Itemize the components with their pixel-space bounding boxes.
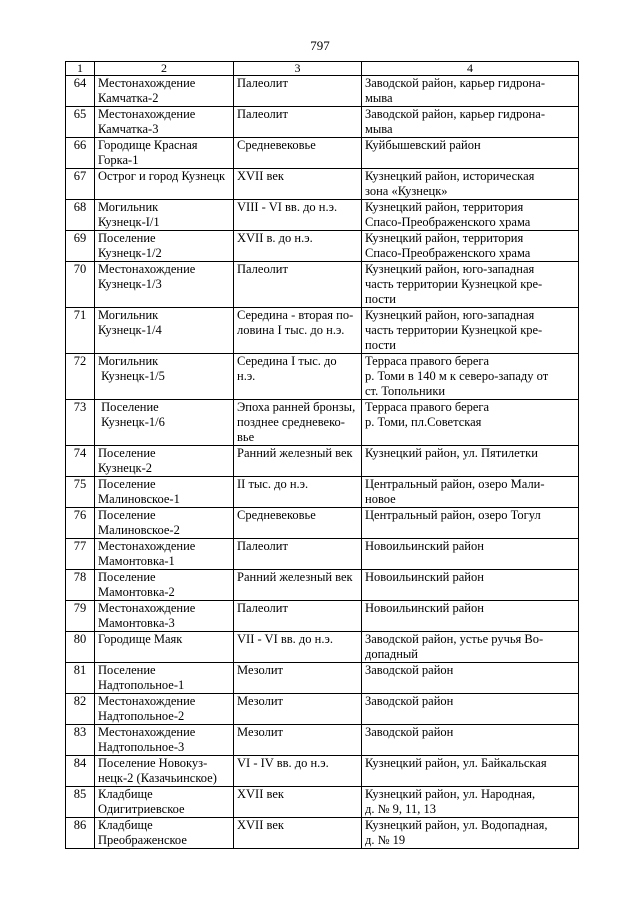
site-name-cell: [95, 756, 234, 787]
table-row: [66, 200, 579, 231]
period-cell: [234, 138, 362, 169]
row-number-cell: 84: [66, 756, 95, 787]
location-line: Терраса правого берега: [365, 354, 490, 368]
site-name-cell: [95, 169, 234, 200]
table-row: [66, 508, 579, 539]
location-line: Центральный район, озеро Мали-: [365, 477, 545, 491]
row-number-cell: 80: [66, 632, 95, 663]
period-cell: [234, 477, 362, 508]
period-line: Эпоха ранней бронзы,: [237, 400, 356, 414]
site-name-cell: [95, 663, 234, 694]
table-row: [66, 632, 579, 663]
location-line: Заводской район: [365, 694, 454, 708]
location-cell: [362, 818, 579, 849]
site-name-cell: [95, 107, 234, 138]
site-name-cell: [95, 262, 234, 308]
location-cell: [362, 539, 579, 570]
row-number-cell: 68: [66, 200, 95, 231]
location-line: Кузнецкий район, ул. Пятилетки: [365, 446, 538, 460]
period-cell: [234, 107, 362, 138]
location-cell: [362, 725, 579, 756]
row-number-cell: 74: [66, 446, 95, 477]
site-name-line: Местонахождение: [98, 76, 196, 90]
site-name-line: Поселение: [98, 570, 156, 584]
period-cell: [234, 200, 362, 231]
period-line: Палеолит: [237, 107, 288, 121]
period-line: XVII в. до н.э.: [237, 231, 313, 245]
period-line: Средневековье: [237, 508, 316, 522]
location-line: Терраса правого берега: [365, 400, 490, 414]
site-name-cell: [95, 308, 234, 354]
location-cell: [362, 508, 579, 539]
location-line: Заводской район: [365, 663, 454, 677]
site-name-line: Камчатка-2: [98, 91, 159, 105]
site-name-cell: [95, 539, 234, 570]
location-line: Заводской район, устье ручья Во-: [365, 632, 544, 646]
period-line: Мезолит: [237, 725, 283, 739]
period-cell: [234, 818, 362, 849]
row-number-cell: 81: [66, 663, 95, 694]
location-cell: [362, 570, 579, 601]
site-name-line: Мамонтовка-1: [98, 554, 175, 568]
location-line: новое: [365, 492, 396, 506]
site-name-line: Местонахождение: [98, 539, 196, 553]
site-name-line: Поселение: [98, 446, 156, 460]
period-line: Мезолит: [237, 694, 283, 708]
table-row: [66, 400, 579, 446]
location-line: Новоильинский район: [365, 539, 484, 553]
header-cell-4: 4: [362, 62, 579, 76]
location-cell: [362, 400, 579, 446]
site-name-line: Камчатка-3: [98, 122, 159, 136]
site-name-cell: [95, 508, 234, 539]
table-row: [66, 663, 579, 694]
period-line: VIII - VI вв. до н.э.: [237, 200, 338, 214]
location-cell: [362, 76, 579, 107]
row-number-cell: 78: [66, 570, 95, 601]
period-line: XVII век: [237, 169, 284, 183]
location-line: пости: [365, 338, 396, 352]
site-name-line: Местонахождение: [98, 694, 196, 708]
location-line: р. Томи в 140 м к северо-западу от: [365, 369, 549, 383]
location-line: допадный: [365, 647, 418, 661]
location-line: Заводской район: [365, 725, 454, 739]
location-cell: [362, 262, 579, 308]
table-row: [66, 308, 579, 354]
row-number-cell: 83: [66, 725, 95, 756]
location-cell: [362, 138, 579, 169]
site-name-cell: [95, 818, 234, 849]
location-cell: [362, 632, 579, 663]
table-row: [66, 694, 579, 725]
period-cell: [234, 539, 362, 570]
site-name-line: Кузнецк-1/4: [98, 323, 162, 337]
site-name-line: Кузнецк-2: [98, 461, 152, 475]
period-line: Палеолит: [237, 76, 288, 90]
site-name-line: Поселение: [98, 477, 156, 491]
period-cell: [234, 694, 362, 725]
row-number-cell: 64: [66, 76, 95, 107]
site-name-cell: [95, 76, 234, 107]
site-name-line: Могильник: [98, 354, 159, 368]
heritage-sites-table: [65, 61, 579, 849]
location-line: Куйбышевский район: [365, 138, 481, 152]
table-row: [66, 76, 579, 107]
period-cell: [234, 262, 362, 308]
site-name-line: Городище Красная: [98, 138, 198, 152]
table-row: [66, 601, 579, 632]
site-name-cell: [95, 477, 234, 508]
row-number-cell: 86: [66, 818, 95, 849]
table-row: [66, 756, 579, 787]
table-header-row: [66, 62, 579, 76]
site-name-line: Малиновское-2: [98, 523, 180, 537]
period-line: II тыс. до н.э.: [237, 477, 309, 491]
site-name-line: Могильник: [98, 308, 159, 322]
location-cell: [362, 308, 579, 354]
site-name-line: Преображенское: [98, 833, 187, 847]
period-line: Мезолит: [237, 663, 283, 677]
site-name-line: Одигитриевское: [98, 802, 185, 816]
period-cell: [234, 570, 362, 601]
site-name-line: Поселение: [98, 508, 156, 522]
row-number-cell: 67: [66, 169, 95, 200]
period-line: Ранний железный век: [237, 446, 353, 460]
period-line: Середина - вторая по-: [237, 308, 354, 322]
table-row: [66, 107, 579, 138]
row-number-cell: 72: [66, 354, 95, 400]
location-line: Заводской район, карьер гидрона-: [365, 107, 545, 121]
period-cell: [234, 787, 362, 818]
site-name-cell: [95, 601, 234, 632]
period-line: ловина I тыс. до н.э.: [237, 323, 345, 337]
site-name-line: нецк-2 (Казачьинское): [98, 771, 217, 785]
site-name-line: Местонахождение: [98, 262, 196, 276]
period-line: Палеолит: [237, 262, 288, 276]
site-name-line: Поселение Новокуз-: [98, 756, 208, 770]
site-name-line: Местонахождение: [98, 107, 196, 121]
site-name-line: Кузнецк-1/3: [98, 277, 162, 291]
location-line: Кузнецкий район, ул. Водопадная,: [365, 818, 548, 832]
header-cell-3: 3: [234, 62, 362, 76]
table-row: [66, 231, 579, 262]
location-cell: [362, 694, 579, 725]
site-name-line: Местонахождение: [98, 601, 196, 615]
site-name-cell: [95, 200, 234, 231]
site-name-line: Кузнецк-1/6: [98, 415, 165, 429]
location-line: пости: [365, 292, 396, 306]
period-line: Палеолит: [237, 601, 288, 615]
location-line: Спасо-Преображенского храма: [365, 246, 531, 260]
table-row: [66, 539, 579, 570]
location-line: часть территории Кузнецкой кре-: [365, 277, 543, 291]
location-line: Кузнецкий район, территория: [365, 231, 524, 245]
period-line: XVII век: [237, 787, 284, 801]
period-line: позднее средневеко-: [237, 415, 345, 429]
table-row: [66, 570, 579, 601]
table-row: [66, 477, 579, 508]
row-number-cell: 77: [66, 539, 95, 570]
period-cell: [234, 308, 362, 354]
location-cell: [362, 169, 579, 200]
period-cell: [234, 756, 362, 787]
site-name-cell: [95, 725, 234, 756]
location-line: р. Томи, пл.Советская: [365, 415, 482, 429]
site-name-line: Малиновское-1: [98, 492, 180, 506]
header-cell-1: 1: [66, 62, 95, 76]
period-cell: [234, 76, 362, 107]
location-line: Заводской район, карьер гидрона-: [365, 76, 545, 90]
table-row: [66, 354, 579, 400]
row-number-cell: 66: [66, 138, 95, 169]
row-number-cell: 82: [66, 694, 95, 725]
period-line: Ранний железный век: [237, 570, 353, 584]
site-name-cell: [95, 400, 234, 446]
location-cell: [362, 200, 579, 231]
site-name-line: Мамонтовка-3: [98, 616, 175, 630]
row-number-cell: 71: [66, 308, 95, 354]
site-name-line: Надтопольное-1: [98, 678, 185, 692]
location-cell: [362, 663, 579, 694]
location-cell: [362, 354, 579, 400]
period-cell: [234, 632, 362, 663]
location-line: Кузнецкий район, территория: [365, 200, 524, 214]
site-name-cell: [95, 446, 234, 477]
location-cell: [362, 756, 579, 787]
site-name-line: Острог и город Кузнецк: [98, 169, 226, 183]
site-name-line: Горка-1: [98, 153, 139, 167]
site-name-line: Надтопольное-2: [98, 709, 185, 723]
period-line: VI - IV вв. до н.э.: [237, 756, 329, 770]
period-cell: [234, 725, 362, 756]
site-name-line: Кузнецк-I/1: [98, 215, 160, 229]
site-name-line: Кладбище: [98, 787, 153, 801]
location-line: часть территории Кузнецкой кре-: [365, 323, 543, 337]
location-line: Кузнецкий район, ул. Байкальская: [365, 756, 547, 770]
period-cell: [234, 354, 362, 400]
table-row: [66, 818, 579, 849]
site-name-cell: [95, 787, 234, 818]
period-cell: [234, 231, 362, 262]
location-cell: [362, 477, 579, 508]
location-line: Новоильинский район: [365, 570, 484, 584]
location-line: Спасо-Преображенского храма: [365, 215, 531, 229]
site-name-line: Городище Маяк: [98, 632, 183, 646]
site-name-line: Кузнецк-1/5: [98, 369, 165, 383]
location-line: Кузнецкий район, ул. Народная,: [365, 787, 536, 801]
site-name-line: Поселение: [98, 663, 156, 677]
table-row: [66, 446, 579, 477]
table-row: [66, 169, 579, 200]
row-number-cell: 75: [66, 477, 95, 508]
location-line: д. № 9, 11, 13: [365, 802, 436, 816]
period-line: Средневековье: [237, 138, 316, 152]
period-cell: [234, 446, 362, 477]
location-line: Центральный район, озеро Тогул: [365, 508, 541, 522]
site-name-cell: [95, 570, 234, 601]
location-line: мыва: [365, 122, 393, 136]
table-row: [66, 262, 579, 308]
period-line: Середина I тыс. до: [237, 354, 337, 368]
location-line: Кузнецкий район, историческая: [365, 169, 535, 183]
location-cell: [362, 231, 579, 262]
row-number-cell: 70: [66, 262, 95, 308]
site-name-line: Кладбище: [98, 818, 153, 832]
location-line: мыва: [365, 91, 393, 105]
table-row: [66, 138, 579, 169]
site-name-cell: [95, 632, 234, 663]
location-line: Новоильинский район: [365, 601, 484, 615]
period-line: вье: [237, 430, 255, 444]
period-line: XVII век: [237, 818, 284, 832]
row-number-cell: 85: [66, 787, 95, 818]
row-number-cell: 76: [66, 508, 95, 539]
table-row: [66, 725, 579, 756]
period-cell: [234, 663, 362, 694]
location-line: ст. Топольники: [365, 384, 446, 398]
period-line: Палеолит: [237, 539, 288, 553]
site-name-line: Кузнецк-1/2: [98, 246, 162, 260]
location-line: Кузнецкий район, юго-западная: [365, 308, 535, 322]
row-number-cell: 73: [66, 400, 95, 446]
site-name-line: Надтопольное-3: [98, 740, 185, 754]
period-line: VII - VI вв. до н.э.: [237, 632, 333, 646]
row-number-cell: 69: [66, 231, 95, 262]
site-name-line: Могильник: [98, 200, 159, 214]
location-cell: [362, 107, 579, 138]
header-cell-2: 2: [95, 62, 234, 76]
site-name-line: Поселение: [98, 400, 159, 414]
site-name-cell: [95, 354, 234, 400]
site-name-line: Мамонтовка-2: [98, 585, 175, 599]
site-name-cell: [95, 231, 234, 262]
location-cell: [362, 601, 579, 632]
row-number-cell: 65: [66, 107, 95, 138]
site-name-line: Местонахождение: [98, 725, 196, 739]
period-cell: [234, 400, 362, 446]
site-name-cell: [95, 138, 234, 169]
location-cell: [362, 787, 579, 818]
period-cell: [234, 508, 362, 539]
location-line: Кузнецкий район, юго-западная: [365, 262, 535, 276]
period-cell: [234, 601, 362, 632]
location-line: д. № 19: [365, 833, 406, 847]
table-row: [66, 787, 579, 818]
site-name-cell: [95, 694, 234, 725]
site-name-line: Поселение: [98, 231, 156, 245]
location-line: зона «Кузнецк»: [365, 184, 448, 198]
location-cell: [362, 446, 579, 477]
period-line: н.э.: [237, 369, 256, 383]
period-cell: [234, 169, 362, 200]
row-number-cell: 79: [66, 601, 95, 632]
page-number: 797: [310, 38, 330, 53]
